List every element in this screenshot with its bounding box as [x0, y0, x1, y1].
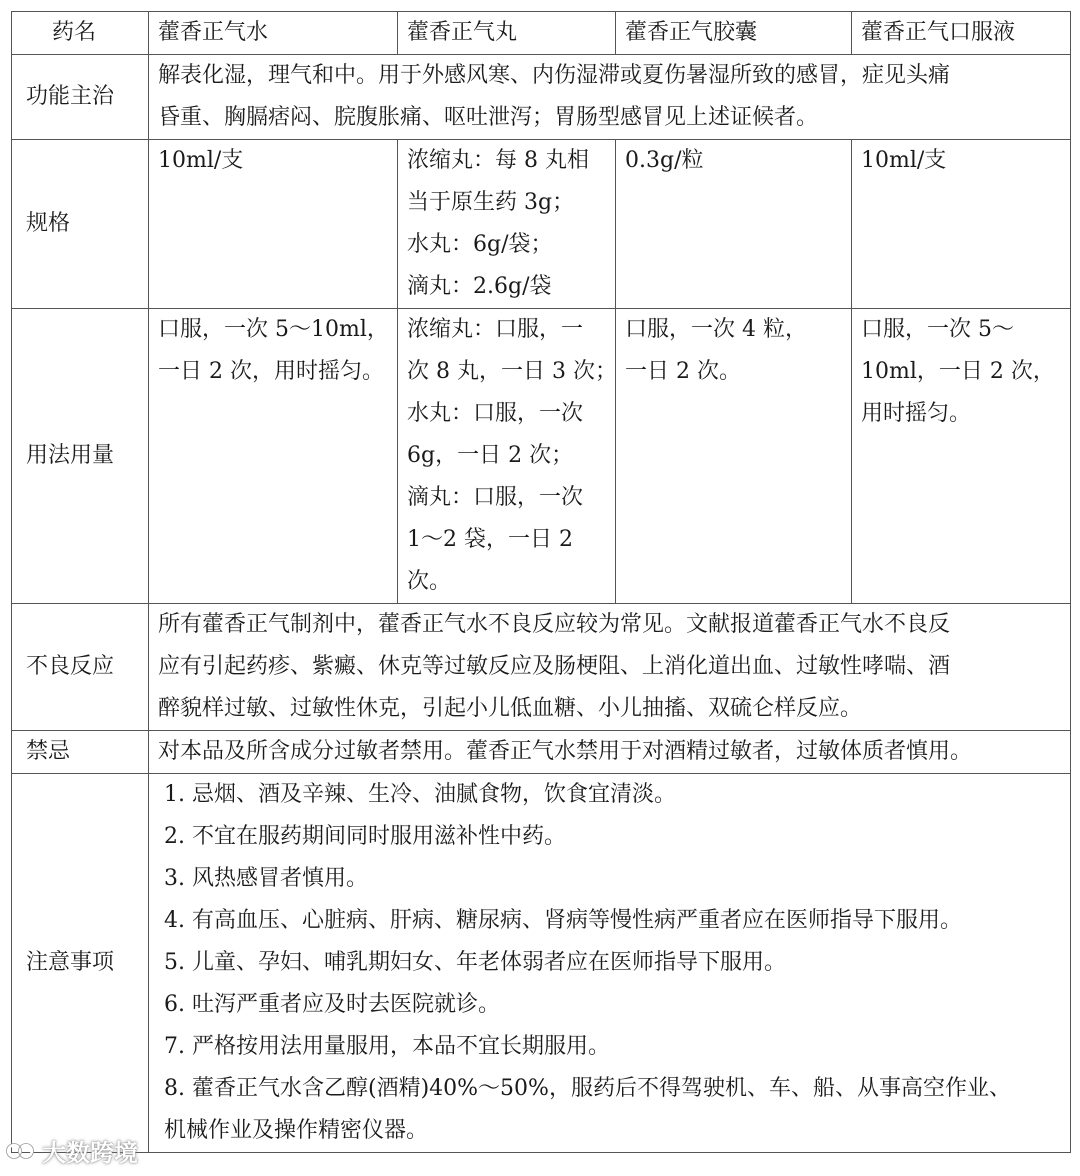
header-drug-name: 药名	[12, 12, 149, 55]
row-usage	[12, 309, 1071, 604]
usage-water: 口服，一次 5～10ml， 一日 2 次，用时摇匀。	[149, 309, 398, 604]
row-label-specs: 规格	[12, 140, 149, 309]
specs-capsule: 0.3g/粒	[616, 140, 852, 309]
usage-capsule: 口服，一次 4 粒， 一日 2 次。	[616, 309, 852, 604]
row-label-indications: 功能主治	[12, 55, 149, 140]
row-adverse-reactions	[12, 604, 1071, 731]
precaution-item: 6. 吐泻严重者应及时去医院就诊。	[164, 992, 500, 1017]
header-drug-water: 藿香正气水	[149, 12, 398, 55]
adverse-text: 所有藿香正气制剂中，藿香正气水不良反应较为常见。文献报道藿香正气水不良反 应有引起药疹、紫癜、休克等过敏反应及肠梗阻、上消化道出血、过敏性哮喘、酒 醉貌样过敏、过敏性休克，引起小儿低血糖、小儿抽搐、双硫仑样反应。	[149, 604, 1071, 731]
header-drug-oral-liquid: 藿香正气口服液	[852, 12, 1071, 55]
row-indications	[12, 55, 1071, 140]
indications-line: 昏重、胸膈痞闷、脘腹胀痛、呕吐泄泻；胃肠型感冒见上述证候者。	[158, 105, 819, 130]
precaution-item: 7. 严格按用法用量服用，本品不宜长期服用。	[164, 1034, 610, 1059]
specs-pill: 浓缩丸：每 8 丸相 当于原生药 3g； 水丸：6g/袋； 滴丸：2.6g/袋	[398, 140, 616, 309]
watermark-logo-icon	[6, 1140, 36, 1162]
specs-water: 10ml/支	[149, 140, 398, 309]
usage-oral-liquid: 口服，一次 5～ 10ml，一日 2 次， 用时摇匀。	[852, 309, 1071, 604]
indications-line: 解表化湿，理气和中。用于外感风寒、内伤湿滞或夏伤暑湿所致的感冒，症见头痛	[158, 63, 951, 88]
header-drug-pill: 藿香正气丸	[398, 12, 616, 55]
precaution-item: 2. 不宜在服药期间同时服用滋补性中药。	[164, 824, 566, 849]
precaution-item: 机械作业及操作精密仪器。	[164, 1118, 429, 1143]
row-label-contraindications: 禁忌	[12, 731, 149, 774]
precaution-item: 8. 藿香正气水含乙醇(酒精)40%～50%，服药后不得驾驶机、车、船、从事高空作业、	[164, 1076, 1011, 1101]
row-precautions	[12, 774, 1071, 1153]
precaution-item: 3. 风热感冒者慎用。	[164, 866, 368, 891]
contraindications-text: 对本品及所含成分过敏者禁用。藿香正气水禁用于对酒精过敏者，过敏体质者慎用。	[149, 731, 1071, 774]
specs-oral-liquid: 10ml/支	[852, 140, 1071, 309]
header-drug-capsule: 藿香正气胶囊	[616, 12, 852, 55]
row-label-adverse: 不良反应	[12, 604, 149, 731]
row-contraindications	[12, 731, 1071, 774]
row-label-precautions: 注意事项	[12, 774, 149, 1153]
watermark-text: 大数跨境	[42, 1139, 138, 1167]
precaution-item: 4. 有高血压、心脏病、肝病、糖尿病、肾病等慢性病严重者应在医师指导下服用。	[164, 908, 962, 933]
row-specs	[12, 140, 1071, 309]
row-label-usage: 用法用量	[12, 309, 149, 604]
indications-text	[149, 55, 1071, 140]
drug-comparison-table	[11, 11, 1071, 1153]
precautions-list	[149, 774, 1071, 1153]
header-row	[12, 12, 1071, 55]
precaution-item: 1. 忌烟、酒及辛辣、生冷、油腻食物，饮食宜清淡。	[164, 782, 676, 807]
watermark	[6, 1133, 138, 1168]
usage-pill: 浓缩丸：口服，一 次 8 丸，一日 3 次； 水丸：口服，一次 6g，一日 2 次； 滴丸：口服，一次 1～2 袋，一日 2 次。	[398, 309, 616, 604]
precaution-item: 5. 儿童、孕妇、哺乳期妇女、年老体弱者应在医师指导下服用。	[164, 950, 786, 975]
